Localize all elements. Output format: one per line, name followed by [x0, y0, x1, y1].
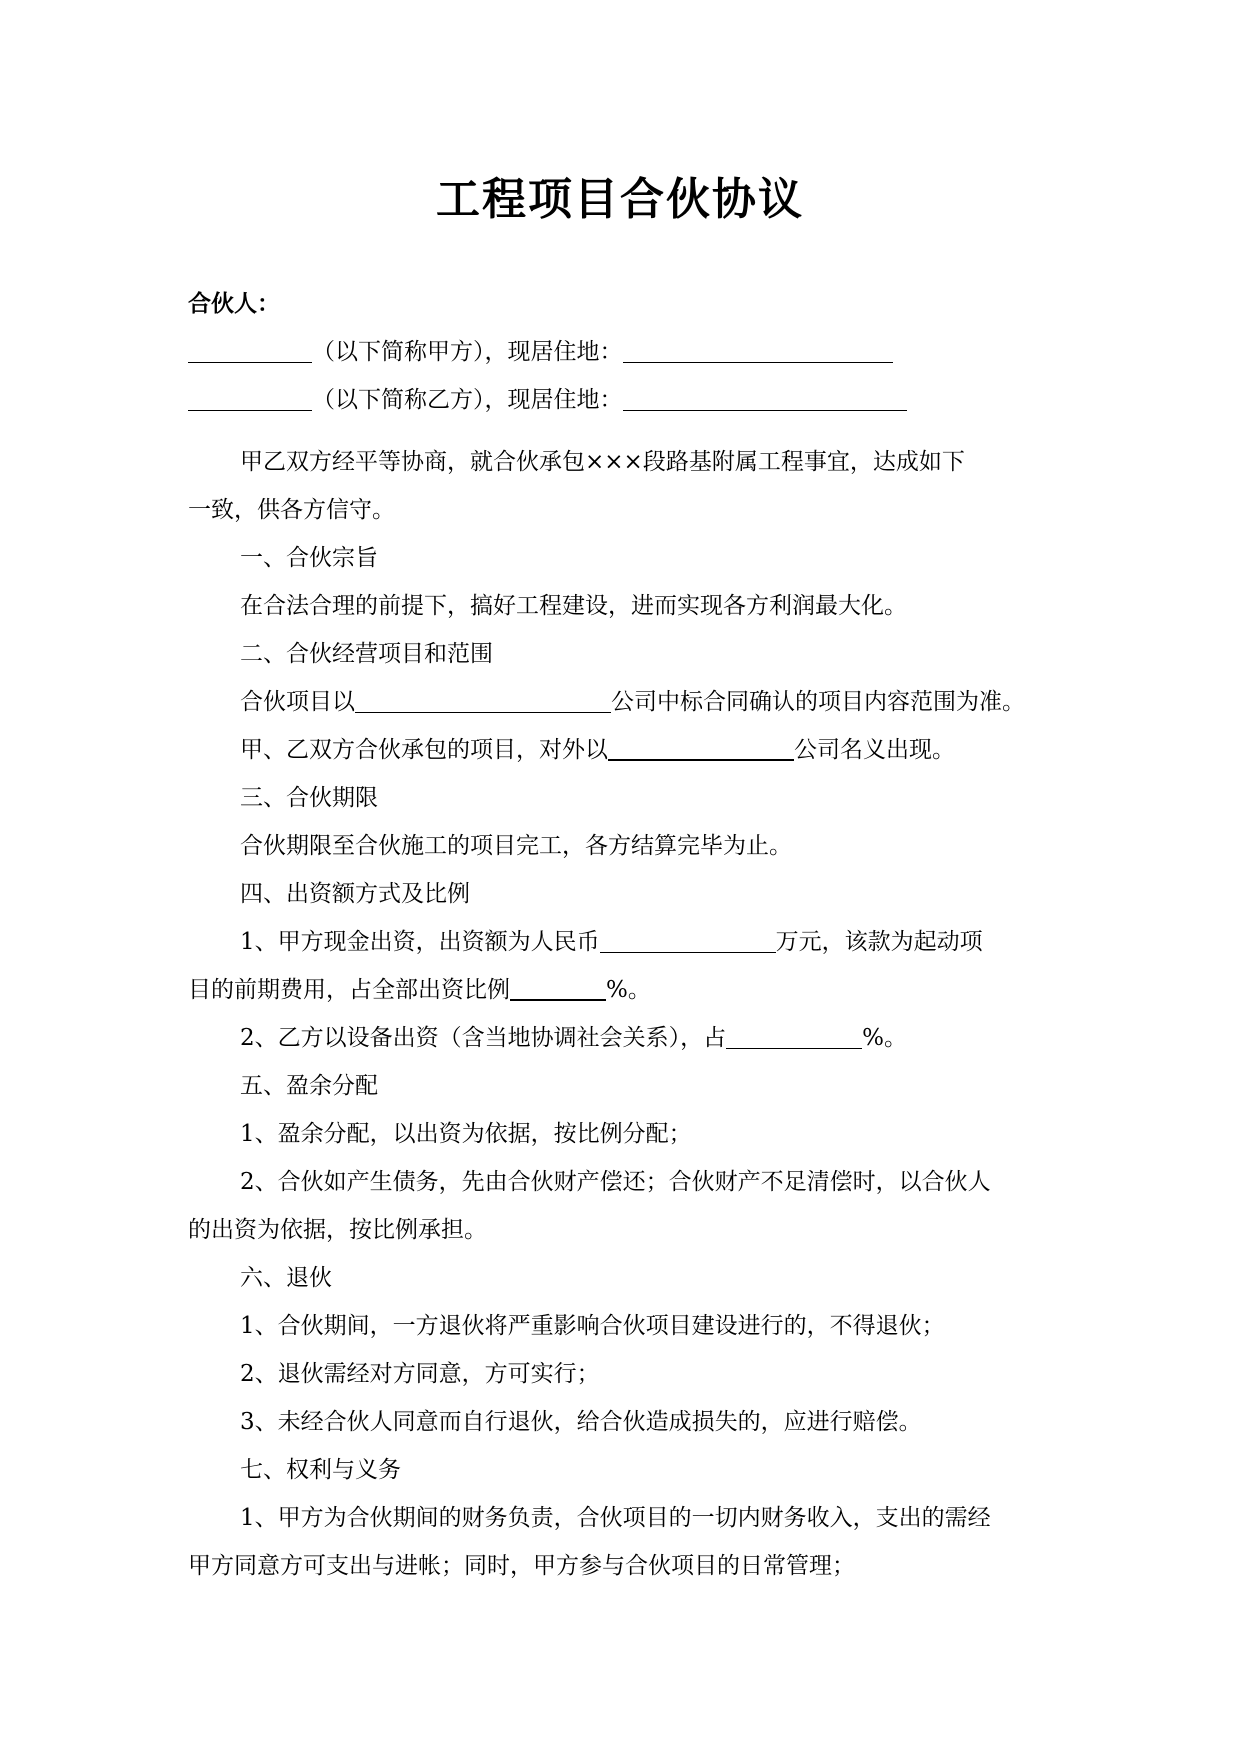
section-4-item-2: [240, 1022, 907, 1054]
section-5-item-2-line-2: 的出资为依据，按比例承担。: [188, 1217, 487, 1243]
company-name-blank[interactable]: [355, 688, 611, 713]
section-4-item-1-line-2-post: %。: [606, 977, 651, 1003]
party-b-name-blank[interactable]: [188, 386, 312, 411]
party-b-address-blank[interactable]: [623, 386, 907, 411]
section-4-heading: 四、出资额方式及比例: [240, 881, 470, 907]
section-2-item-1-pre: 合伙项目以: [240, 689, 355, 715]
party-a-line: [188, 336, 893, 368]
section-5-heading: 五、盈余分配: [240, 1073, 378, 1099]
section-2-item-1: [240, 686, 1025, 718]
intro-line-1: 甲乙双方经平等协商，就合伙承包×××段路基附属工程事宜，达成如下: [240, 449, 965, 475]
section-4-item-1-line-2-pre: 目的前期费用，占全部出资比例: [188, 977, 510, 1003]
party-b-text: （以下简称乙方），现居住地：: [312, 387, 623, 413]
section-2-item-2: [240, 734, 955, 766]
party-a-name-blank[interactable]: [188, 338, 312, 363]
section-6-item-1: 1、合伙期间，一方退伙将严重影响合伙项目建设进行的，不得退伙；: [240, 1313, 945, 1339]
section-1-heading: 一、合伙宗旨: [240, 545, 378, 571]
party-a-ratio-blank[interactable]: [510, 975, 606, 1001]
section-2-heading: 二、合伙经营项目和范围: [240, 641, 493, 667]
section-7-heading: 七、权利与义务: [240, 1457, 401, 1483]
section-5-item-1: 1、盈余分配，以出资为依据，按比例分配；: [240, 1121, 692, 1147]
section-1-body: 在合法合理的前提下，搞好工程建设，进而实现各方利润最大化。: [240, 593, 907, 619]
party-b-line: [188, 384, 907, 416]
section-5-item-2-line-1: 2、合伙如产生债务，先由合伙财产偿还；合伙财产不足清偿时，以合伙人: [240, 1169, 991, 1195]
party-a-address-blank[interactable]: [623, 338, 893, 363]
external-company-blank[interactable]: [608, 735, 794, 761]
section-7-item-1-line-1: 1、甲方为合伙期间的财务负责，合伙项目的一切内财务收入，支出的需经: [240, 1505, 991, 1531]
partners-label: 合伙人：: [188, 291, 280, 317]
section-7-item-1-line-2: 甲方同意方可支出与进帐；同时，甲方参与合伙项目的日常管理；: [188, 1553, 855, 1579]
intro-line-2: 一致，供各方信守。: [188, 497, 395, 523]
party-a-text: （以下简称甲方），现居住地：: [312, 339, 623, 365]
section-4-item-1-line-2: [188, 974, 651, 1006]
section-4-item-1-line-1: [240, 926, 983, 958]
section-4-item-1-mid: 万元，该款为起动项: [775, 929, 983, 955]
section-2-item-1-post: 公司中标合同确认的项目内容范围为准。: [611, 689, 1025, 715]
section-2-item-2-pre: 甲、乙双方合伙承包的项目，对外以: [240, 737, 608, 763]
section-6-item-3: 3、未经合伙人同意而自行退伙，给合伙造成损失的，应进行赔偿。: [240, 1409, 922, 1435]
cash-amount-blank[interactable]: [600, 928, 776, 953]
section-6-item-2: 2、退伙需经对方同意，方可实行；: [240, 1361, 600, 1387]
document-title: 工程项目合伙协议: [436, 174, 804, 225]
section-3-body: 合伙期限至合伙施工的项目完工，各方结算完毕为止。: [240, 833, 792, 859]
section-6-heading: 六、退伙: [240, 1265, 332, 1291]
party-b-ratio-blank[interactable]: [726, 1024, 862, 1049]
section-3-heading: 三、合伙期限: [240, 785, 378, 811]
section-4-item-2-pre: 2、乙方以设备出资（含当地协调社会关系），占: [240, 1025, 727, 1051]
section-2-item-2-post: 公司名义出现。: [794, 737, 955, 763]
section-4-item-1-pre: 1、甲方现金出资，出资额为人民币: [240, 929, 600, 955]
section-4-item-2-post: %。: [862, 1025, 907, 1051]
